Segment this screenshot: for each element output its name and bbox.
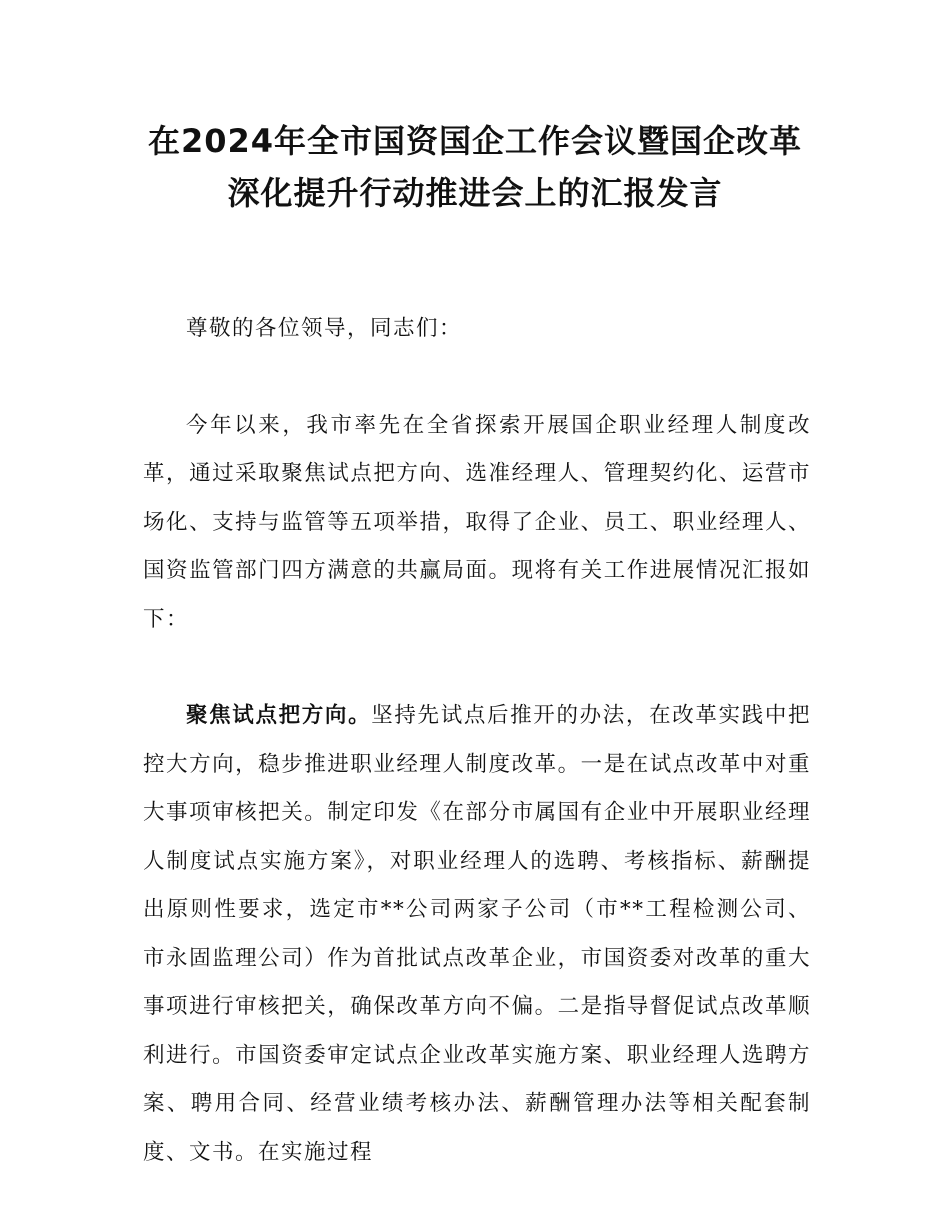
section-paragraph xyxy=(143,692,811,1177)
document-title xyxy=(120,115,830,219)
intro-paragraph: 今年以来，我市率先在全省探索开展国企职业经理人制度改革，通过采取聚焦试点把方向、选准经理人、管理契约化、运营市场化、支持与监管等五项举措，取得了企业、员工、职业经理人、国资监管部门四方满意的共赢局面。现将有关工作进展情况汇报如下： xyxy=(143,412,811,632)
section-text: 坚持先试点后推开的办法，在改革实践中把控大方向，稳步推进职业经理人制度改革。一是在试点改革中对重大事项审核把关。制定印发《在部分市属国有企业中开展职业经理人制度试点实施方案》，对职业经理人的选聘、考核指标、薪酬提出原则性要求，选定市**公司两家子公司（市**工程检测公司、市永固监理公司）作为首批试点改革企业，市国资委对改革的重大事项进行审核把关，确保改革方向不偏。二是指导督促试点改革顺利进行。市国资委审定试点企业改革实施方案、职业经理人选聘方案、聘用合同、经营业绩考核办法、薪酬管理办法等相关配套制度、文书。在实施过程 xyxy=(143,703,811,1165)
section-heading: 聚焦试点把方向。 xyxy=(186,703,372,728)
title-line-2: 深化提升行动推进会上的汇报发言 xyxy=(227,174,723,212)
document-body xyxy=(143,305,811,1177)
greeting: 尊敬的各位领导，同志们： xyxy=(186,316,463,341)
title-line-1: 在2024年全市国资国企工作会议暨国企改革 xyxy=(147,122,803,160)
